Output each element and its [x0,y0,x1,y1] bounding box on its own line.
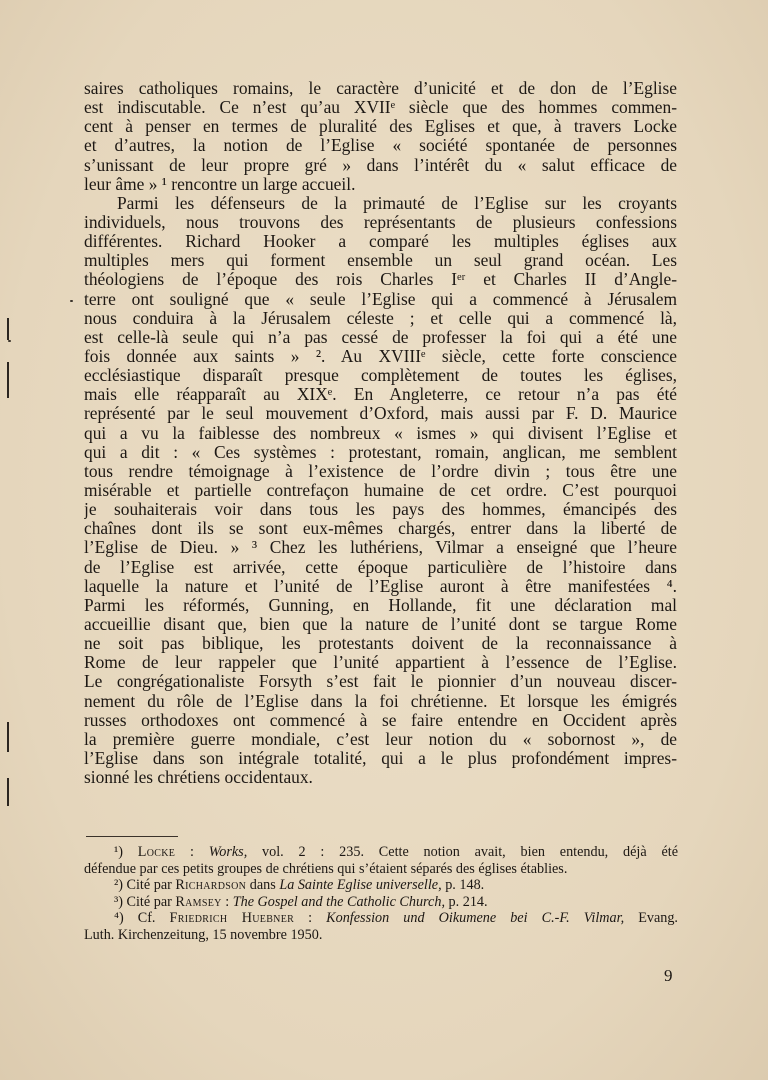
body-line: Parmi les réformés, Gunning, en Hollande, fit une déclaration mal [84,595,677,615]
body-line: est celle-là seule qui n’a pas cessé de professer la foi qui a été une [84,327,677,347]
footnote-work-title: La Sainte Eglise universelle, [279,877,442,894]
body-text [84,79,677,787]
footnote-author: Friedrich Huebner [169,910,295,927]
footnote-text: dans [246,877,280,894]
margin-mark [7,362,9,398]
body-line: théologiens de l’époque des rois Charles Iᵉʳ et Charles II d’Angle- [84,270,677,290]
margin-mark [7,778,9,806]
body-line: accueillie disant que, bien que la nature de l’unité dont se targue Rome [84,614,677,634]
body-line: terre ont souligné que « seule l’Eglise qui a commencé à Jérusalem [84,289,677,309]
footnote-text: Cité par [122,893,176,910]
footnote-work-title: Konfession und Oikumene bei C.-F. Vilmar, [326,910,625,927]
footnote-marker: ³) [114,893,123,910]
body-line: et d’autres, la notion de l’Eglise « société spontanée de personnes [84,136,677,156]
body-line: fois donnée aux saints » ². Au XVIIIᵉ siècle, cette forte conscience [84,346,677,366]
body-line: sionné les chrétiens occidentaux. [84,768,313,788]
footnote-1 [84,844,678,861]
body-line: Rome de leur rappeler que l’unité appartient à l’essence de l’Eglise. [84,653,677,673]
footnote-2 [84,877,678,894]
footnote-text: : [221,893,233,910]
ink-speck [70,300,73,302]
footnote-marker: ⁴) [114,910,124,927]
body-line: leur âme » ¹ rencontre un large accueil. [84,174,356,194]
footnote-text: : [294,910,327,927]
footnote-text: Cité par [122,877,176,894]
footnote-author: Richardson [175,877,247,894]
body-line: qui a vu la faiblesse des nombreux « ismes » qui divisent l’Eglise et [84,423,677,443]
body-line: la première guerre mondiale, c’est leur notion du « sobornost », de [84,729,677,749]
body-line: laquelle la nature et l’unité de l’Eglise auront à être manifestées ⁴. [84,576,677,596]
footnote-text: p. 214. [445,893,488,910]
footnote-author: Ramsey [175,893,222,910]
margin-mark [7,722,9,752]
body-line: différentes. Richard Hooker a comparé les multiples églises aux [84,232,677,252]
footnote-4 [84,910,678,927]
body-line: ne soit pas biblique, les protestants doivent de la reconnaissance à [84,634,677,654]
body-line: cent à penser en termes de pluralité des Eglises et que, à travers Locke [84,117,677,137]
footnote-author: Locke [137,844,176,860]
body-line: je souhaiterais voir dans tous les pays des hommes, émancipés des [84,500,677,520]
body-line: s’unissant de leur propre gré » dans l’intérêt du « salut efficace de [84,155,677,175]
body-line: russes orthodoxes ont commencé à se faire entendre en Occident après [84,710,677,730]
footnote-3 [84,894,678,911]
body-line: tous rendre témoignage à l’existence de l’ordre divin ; tous être une [84,461,677,481]
footnote-4-continued: Luth. Kirchenzeitung, 15 novembre 1950. [84,926,323,943]
body-line: chaînes dont ils se sont eux-mêmes chargés, entrer dans la liberté de [84,519,677,539]
footnote-text: vol. 2 : 235. Cette notion avait, bien entendu, déjà été [247,844,678,860]
footnote-1-continued: défendue par ces petits groupes de chrétiens qui s’étaient séparés des églises établies. [84,860,568,877]
margin-mark [7,318,9,340]
body-line: Le congrégationaliste Forsyth s’est fait le pionnier d’un nouveau discer- [84,672,677,692]
body-line: mais elle réapparaît au XIXᵉ. En Angleterre, ce retour n’a pas été [84,385,677,405]
footnote-text: Cf. [123,910,170,927]
footnote-work-title: The Gospel and the Catholic Church, [232,893,445,910]
body-line: représenté par le seul mouvement d’Oxford, mais aussi par F. D. Maurice [84,404,677,424]
footnotes [84,844,678,944]
body-line: nement du rôle de l’Eglise dans la foi chrétienne. Et lorsque les émigrés [84,691,677,711]
body-line: misérable et partielle contrefaçon humaine de cet ordre. C’est pourquoi [84,480,677,500]
footnote-marker: ¹) [114,844,123,860]
body-line: ecclésiastique disparaît presque complètement de toutes les églises, [84,366,677,386]
footnote-work-title: Works, [208,844,248,860]
footnote-text: p. 148. [441,877,485,894]
body-line: nous conduira à la Jérusalem céleste ; et celle qui a commencé là, [84,308,677,328]
footnote-marker: ²) [114,877,123,894]
footnote-text: : [175,844,209,860]
body-line: individuels, nous trouvons des représentants de plusieurs confessions [84,212,677,232]
body-line: qui a dit : « Ces systèmes : protestant, romain, anglican, me semblent [84,442,677,462]
body-line: saires catholiques romains, le caractère d’unicité et de don de l’Eglise [84,79,677,98]
footnote-separator [86,836,178,837]
page-number: 9 [664,966,673,985]
body-line: de l’Eglise est arrivée, cette époque particulière de l’histoire dans [84,557,677,577]
body-line: l’Eglise de Dieu. » ³ Chez les luthériens, Vilmar a enseigné que l’heure [84,538,677,558]
body-line: l’Eglise dans son intégrale totalité, qui a le plus profondément impres- [84,748,677,768]
body-line: est indiscutable. Ce n’est qu’au XVIIᵉ siècle que des hommes commen- [84,98,677,118]
body-line: multiples mers qui forment ensemble un seul grand océan. Les [84,251,677,271]
footnote-text: Evang. [624,910,678,927]
body-line: Parmi les défenseurs de la primauté de l’Eglise sur les croyants [117,193,677,213]
ink-speck [8,340,11,342]
